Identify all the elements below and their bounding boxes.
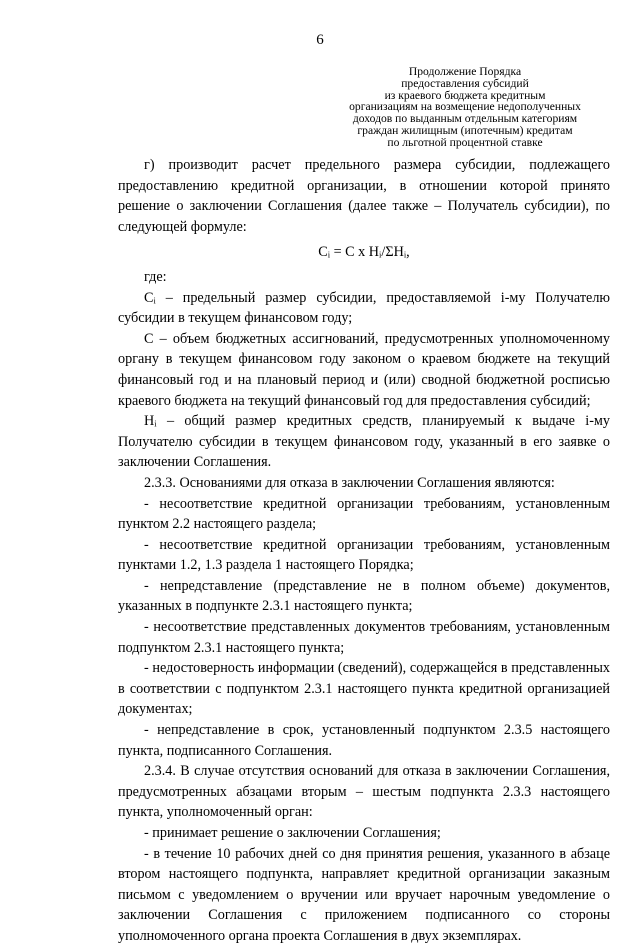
paragraph: г) производит расчет предельного размера субсидии, подлежащего предоставлению кредитной организации, в отношении которой принято решение о заключении Соглашения (далее также – Получатель субсидии), по следующей формуле:	[118, 157, 610, 235]
paragraph: - несоответствие кредитной организации требованиям, установленным пунктами 1.2, 1.3 раздела 1 настоящего Порядка;	[118, 536, 610, 574]
paragraph: - принимает решение о заключении Соглашения;	[144, 825, 441, 841]
paragraph: 2.3.4. В случае отсутствия оснований для отказа в заключении Соглашения, предусмотренных абзацами вторым – шестым подпункта 2.3.3 настоящего пункта, уполномоченный орган:	[118, 763, 610, 821]
paragraph: где:	[144, 268, 167, 285]
paragraph: C – объем бюджетных ассигнований, предусмотренных уполномоченному органу в текущем финансовом году законом о краевом бюджете на текущий финансовый год и на плановый период и (или) сводной бюджетной росписью краевого бюджета на текущий финансовый год для предоставления субсидий;	[118, 330, 610, 409]
header-line: по льготной процентной ставке	[387, 135, 543, 149]
header-line: предоставления субсидий	[401, 76, 529, 90]
paragraph: - несоответствие представленных документов требованиям, установленным подпунктом 2.3.1 настоящего пункта;	[118, 619, 610, 656]
header-line: Продолжение Порядка	[408, 65, 522, 78]
paragraph: - непредставление в срок, установленный подпунктом 2.3.5 настоящего пункта, подписанного Соглашения.	[118, 722, 610, 759]
header-line: организациям на возмещение недополученных	[349, 100, 581, 114]
paragraph: Cᵢ – предельный размер субсидии, предоставляемой i-му Получателю субсидии в текущем финансовом году;	[118, 289, 610, 327]
formula: Cᵢ = C x Hᵢ/ΣHᵢ,	[318, 244, 410, 261]
paragraph: - непредставление (представление не в полном объеме) документов, указанных в подпункте 2.3.1 настоящего пункта;	[118, 577, 610, 615]
paragraph: - несоответствие кредитной организации требованиям, установленным пунктом 2.2 настоящего раздела;	[118, 495, 610, 533]
paragraph: Hᵢ – общий размер кредитных средств, планируемый к выдаче i-му Получателю субсидии в текущем финансовом году, указанный в его заявке о заключении Соглашения.	[118, 413, 610, 471]
paragraph: - недостоверность информации (сведений), содержащейся в представленных в соответствии с подпунктом 2.3.1 настоящего пункта кредитной организацией документах;	[118, 660, 610, 718]
header-line: доходов по выданным отдельным категориям	[352, 112, 578, 126]
page-number: 6	[316, 32, 324, 48]
paragraph: - в течение 10 рабочих дней со дня принятия решения, указанного в абзаце втором настоящего подпункта, направляет кредитной организации заказным письмом с уведомлением о вручении или вручает нарочным уведомление о заключении Соглашения с приложением подписанного со стороны уполномоченного органа проекта Соглашения в двух экземплярах.	[118, 845, 610, 944]
header-line: из краевого бюджета кредитным	[384, 88, 546, 102]
document-body	[118, 155, 610, 947]
header-line: граждан жилищным (ипотечным) кредитам	[357, 123, 573, 137]
document-header	[346, 66, 584, 149]
paragraph: 2.3.3. Основаниями для отказа в заключении Соглашения являются:	[144, 474, 555, 491]
